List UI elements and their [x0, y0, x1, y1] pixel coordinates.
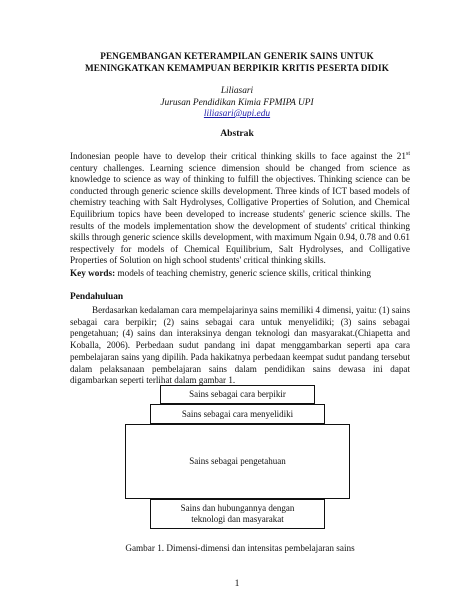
abstract-text-end: century challenges. Learning science dimension should be changed from science as knowledge to science as way of thinking to fulfill the objectives. Thinking science can be conducted through generic science skills development. Three kinds of ICT based models of chemistry teaching with Salt Hydrolyses, Colligative Properties of Solution, and Chemical Equilibrium topics have been developed to increase students' generic science skills. The results of the models implementation show the development of students' critical thinking skills through generic science skills development, with maximum Ngain 0.94, 0.78 and 0.61 respectively for models of Chemical Equilibrium, Salt Hydrolyses, and Colligative Properties of Solution on high school students' critical thinking skills. [70, 162, 410, 266]
figure-box-society [150, 499, 325, 529]
paper-title [60, 50, 414, 74]
figure-caption: Gambar 1. Dimensi-dimensi dan intensitas pembelajaran sains [125, 543, 355, 553]
figure-box-society-label: Sains dan hubungannya dengan teknologi dan masyarakat [180, 503, 295, 524]
abstract-body [70, 151, 410, 267]
keywords [70, 268, 410, 280]
figure-box-thinking [160, 385, 315, 404]
figure-box-knowledge [125, 424, 350, 499]
title-line-1: PENGEMBANGAN KETERAMPILAN GENERIK SAINS UNTUK [100, 51, 374, 61]
abstract-superscript: st [405, 150, 410, 157]
section-body-text: Berdasarkan kedalaman cara mempelajarinya sains memiliki 4 dimensi, yaitu: (1) sains sebagai cara berpikir; (2) sains sebagai cara untuk menyelidiki; (3) sains sebagai pengetahuan; (4) sains dan interaksinya dengan teknologi dan masyarakat.(Chiapetta and Koballa, 2006). Perbedaan sudut pandang ini dapat menggambarkan seperti apa cara pembelajaran sains yang dipilih. Pada hakikatnya perbedaan keempat sudut pandang tersebut dalam pelaksanaan pembelajaran sains dalam pendidikan sains dewasa ini dapat digambarkan seperti terlihat dalam gambar 1. [70, 305, 410, 386]
section-heading: Pendahuluan [70, 292, 124, 302]
keywords-label: Key words: [70, 268, 116, 278]
figure-box-knowledge-label: Sains sebagai pengetahuan [189, 456, 286, 466]
figure-box-thinking-label: Sains sebagai cara berpikir [189, 389, 286, 399]
author-affiliation: Jurusan Pendidikan Kimia FPMIPA UPI [160, 97, 314, 108]
abstract-text-start: Indonesian people have to develop their critical thinking skills to face against the 21 [70, 151, 406, 161]
author-name: Liliasari [220, 86, 254, 96]
page-number: 1 [234, 578, 240, 589]
abstract-heading: Abstrak [220, 128, 254, 139]
title-line-2: MENINGKATKAN KEMAMPUAN BERPIKIR KRITIS PESERTA DIDIK [85, 63, 389, 73]
figure-box-inquiry-label: Sains sebagai cara menyelidiki [181, 408, 294, 419]
figure-box-inquiry [150, 404, 325, 424]
keywords-text: models of teaching chemistry, generic science skills, critical thinking [115, 268, 371, 278]
author-email-link[interactable]: liliasari@upi.edu [203, 109, 271, 119]
author-block [60, 86, 414, 121]
section-body [70, 305, 410, 387]
